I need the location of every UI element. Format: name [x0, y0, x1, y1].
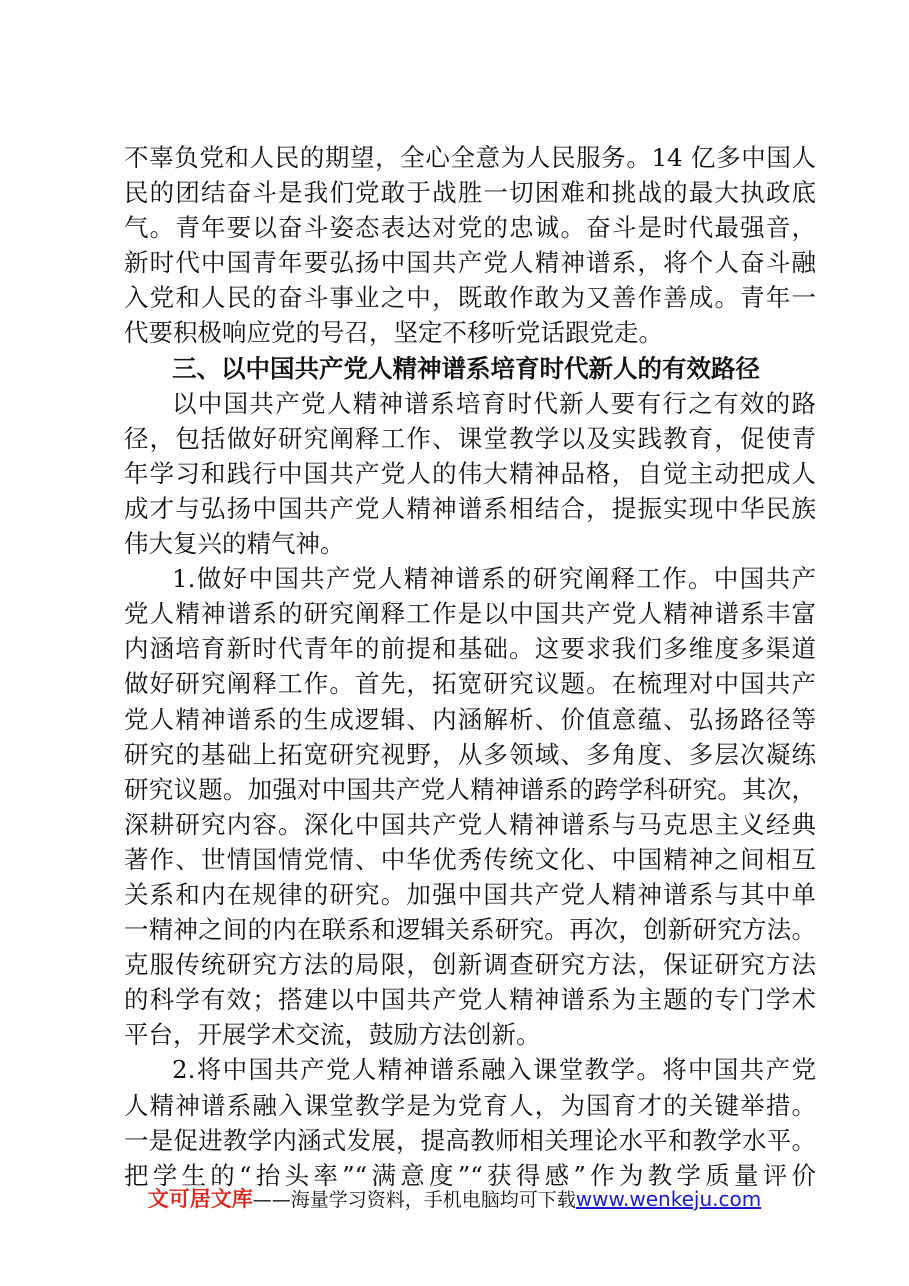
text-line: 一精神之间的内在联系和逻辑关系研究。再次，创新研究方法。 [124, 915, 816, 945]
text-line: 不辜负党和人民的期望，全心全意为人民服务。14 亿多中国人 [124, 143, 816, 172]
text-line: 深耕研究内容。深化中国共产党人精神谱系与马克思主义经典 [124, 809, 816, 839]
text-line: 新时代中国青年要弘扬中国共产党人精神谱系，将个人奋斗融 [124, 248, 816, 278]
text-line: 的科学有效；搭建以中国共产党人精神谱系为主题的专门学术 [124, 985, 816, 1015]
text-line: 克服传统研究方法的局限，创新调查研究方法，保证研究方法 [124, 950, 816, 980]
text-line: 人精神谱系融入课堂教学是为党育人，为国育才的关键举措。 [124, 1090, 816, 1120]
text-line: 年学习和践行中国共产党人的伟大精神品格，自觉主动把成人 [124, 458, 816, 488]
footer-url-link[interactable]: www.wenkeju.com [575, 1187, 762, 1211]
text-line: 党人精神谱系的生成逻辑、内涵解析、价值意蕴、弘扬路径等 [124, 704, 816, 734]
text-line: 著作、世情国情党情、中华优秀传统文化、中国精神之间相互 [124, 844, 816, 874]
text-line: 党人精神谱系的研究阐释工作是以中国共产党人精神谱系丰富 [124, 599, 816, 629]
text-line: 民的团结奋斗是我们党敢于战胜一切困难和挑战的最大执政底 [124, 178, 816, 208]
document-body [124, 140, 816, 1193]
footer-banner [0, 1183, 909, 1213]
text-line: 代要积极响应党的号召，坚定不移听党话跟党走。 [124, 318, 663, 348]
section-heading: 三、以中国共产党人精神谱系培育时代新人的有效路径 [172, 353, 760, 383]
text-line: 气。青年要以奋斗姿态表达对党的忠诚。奋斗是时代最强音， [124, 213, 816, 243]
text-line: 一是促进教学内涵式发展，提高教师相关理论水平和教学水平。 [124, 1125, 816, 1155]
text-line: 入党和人民的奋斗事业之中，既敢作敢为又善作善成。青年一 [124, 283, 816, 313]
text-line: 以中国共产党人精神谱系培育时代新人要有行之有效的路 [172, 388, 816, 418]
text-line: 成才与弘扬中国共产党人精神谱系相结合，提振实现中华民族 [124, 493, 816, 523]
text-line: 内涵培育新时代青年的前提和基础。这要求我们多维度多渠道 [124, 634, 816, 664]
footer-brand: 文可居文库 [147, 1187, 253, 1211]
text-line: 伟大复兴的精气神。 [124, 529, 345, 559]
text-line: 关系和内在规律的研究。加强中国共产党人精神谱系与其中单 [124, 879, 816, 909]
text-line: 1.做好中国共产党人精神谱系的研究阐释工作。中国共产 [172, 564, 816, 594]
text-line: 做好研究阐释工作。首先，拓宽研究议题。在梳理对中国共产 [124, 669, 816, 699]
text-line: 径，包括做好研究阐释工作、课堂教学以及实践教育，促使青 [124, 423, 816, 453]
text-line: 研究议题。加强对中国共产党人精神谱系的跨学科研究。其次， [124, 774, 816, 804]
footer-slogan: ——海量学习资料，手机电脑均可下载 [252, 1189, 576, 1211]
text-line: 平台，开展学术交流，鼓励方法创新。 [124, 1020, 541, 1050]
text-line: 2.将中国共产党人精神谱系融入课堂教学。将中国共产党 [172, 1055, 816, 1085]
text-line: 把学生的“抬头率”“满意度”“获得感”作为教学质量评价 [124, 1160, 816, 1190]
text-line: 研究的基础上拓宽研究视野，从多领域、多角度、多层次凝练 [124, 739, 816, 769]
